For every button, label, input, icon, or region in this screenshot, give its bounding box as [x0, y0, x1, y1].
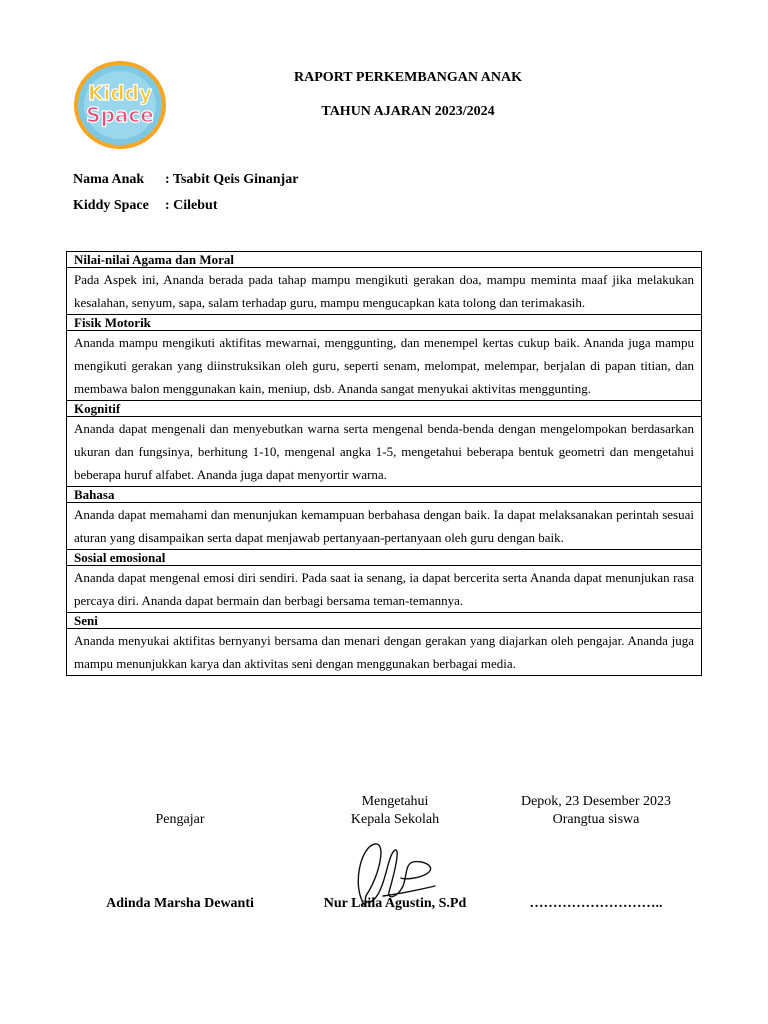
student-name-row	[73, 172, 298, 188]
section-text-sosial-emosional: Ananda dapat mengenal emosi diri sendiri. Pada saat ia senang, ia dapat bercerita serta Ananda dapat menunjukan rasa percaya diri. Ananda dapat bermain dan berbagi bersama teman-temannya.	[67, 566, 702, 613]
principal-name: Nur Laila Agustin, S.Pd	[323, 896, 467, 911]
section-title-sosial-emosional: Sosial emosional	[67, 550, 702, 566]
parent-name-blank: ………………………..	[529, 896, 663, 911]
section-text-fisik-motorik: Ananda mampu mengikuti aktifitas mewarnai, menggunting, dan menempel kertas cukup baik. Ananda juga mampu mengikuti gerakan yang diinstruksikan oleh guru, seperti senam, melompat, melempar, berjalan di papan titian, dan membawa balon menggunakan kain, meniup, dsb. Ananda sangat menyukai aktivitas menggunting.	[67, 331, 702, 401]
acknowledge-label: Mengetahui	[361, 794, 429, 809]
section-title-bahasa: Bahasa	[67, 487, 702, 503]
section-title-agama-moral: Nilai-nilai Agama dan Moral	[67, 252, 702, 268]
section-text-seni: Ananda menyukai aktifitas bernyanyi bersama dan menari dengan gerakan yang diajarkan oleh pengajar. Ananda juga mampu menunjukkan karya dan aktivitas seni dengan menggunakan berbagai media.	[67, 629, 702, 676]
section-title-seni: Seni	[67, 613, 702, 629]
kiddy-space-logo	[73, 60, 167, 150]
student-name-value: : Tsabit Qeis Ginanjar	[165, 172, 299, 187]
teacher-name: Adinda Marsha Dewanti	[106, 896, 254, 911]
branch-label: Kiddy Space	[73, 198, 149, 213]
branch-row	[73, 198, 218, 214]
report-subtitle: TAHUN AJARAN 2023/2024	[321, 104, 495, 119]
parent-label: Orangtua siswa	[552, 812, 640, 827]
section-text-bahasa: Ananda dapat memahami dan menunjukan kemampuan berbahasa dengan baik. Ia dapat melaksanakan perintah sesuai aturan yang disampaikan serta dapat menjawab pertanyaan-pertanyaan oleh guru dengan baik.	[67, 503, 702, 550]
logo-text-kiddy: Kiddy	[87, 81, 153, 105]
place-date: Depok, 23 Desember 2023	[520, 794, 672, 809]
logo-text-space: Space	[86, 103, 154, 127]
section-title-kognitif: Kognitif	[67, 401, 702, 417]
section-title-fisik-motorik: Fisik Motorik	[67, 315, 702, 331]
principal-label: Kepala Sekolah	[350, 812, 440, 827]
development-report-table	[66, 251, 702, 676]
report-title: RAPORT PERKEMBANGAN ANAK	[294, 70, 522, 85]
section-text-agama-moral: Pada Aspek ini, Ananda berada pada tahap mampu mengikuti gerakan doa, mampu meminta maaf jika melakukan kesalahan, senyum, sapa, salam terhadap guru, mampu mengucapkan kata tolong dan terimakasih.	[67, 268, 702, 315]
section-text-kognitif: Ananda dapat mengenali dan menyebutkan warna serta mengenal benda-benda dengan mengelompokan berdasarkan ukuran dan fungsinya, berhitung 1-10, mengenal angka 1-5, mengetahui beberapa bentuk geometri dan mengetahui beberapa huruf alfabet. Ananda juga dapat menyortir warna.	[67, 417, 702, 487]
teacher-label: Pengajar	[155, 812, 205, 827]
student-name-label: Nama Anak	[73, 172, 145, 187]
branch-value: : Cilebut	[165, 198, 218, 213]
